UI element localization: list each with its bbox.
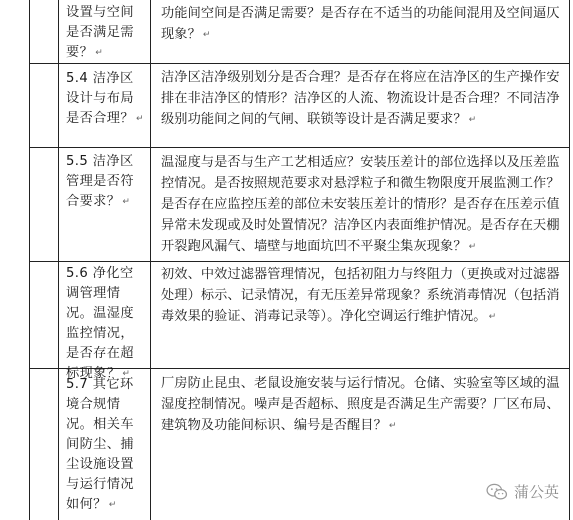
row-label-2: 5.4 洁净区设计与布局是否合理？ ↵ (62, 69, 150, 147)
row-label-5: 5.7 其它环境合规情况。相关车间防尘、捕尘设施设置与运行情况如何？ ↵ (62, 375, 150, 520)
table-border-right (569, 0, 570, 520)
table-border-left (29, 0, 30, 520)
row-content-1: 功能间空间是否满足需要？是否存在不适当的功能间混用及空间逼仄现象？ ↵ (151, 3, 569, 63)
row-divider (29, 63, 570, 64)
row-content-2: 洁净区洁净级别划分是否合理？是否存在将应在洁净区的生产操作安排在非洁净区的情形？洁净区的人流、物流设计是否合理？不同洁净级别功能间之间的气闸、联锁等设计是否满足要求？ ↵ (151, 67, 569, 147)
watermark (486, 481, 559, 502)
wechat-icon (486, 483, 508, 501)
row-label-4: 5.6 净化空调管理情况。温湿度监控情况，是否存在超标现象？ ↵ (62, 264, 150, 368)
row-divider (29, 147, 570, 148)
row-label-3: 5.5 洁净区管理是否符合要求？ ↵ (62, 152, 150, 260)
row-content-4: 初效、中效过滤器管理情况，包括初阻力与终阻力（更换或对过滤器处理）标示、记录情况，有无压差异常现象？系统消毒情况（包括消毒效果的验证、消毒记录等）。净化空调运行维护情况。 ↵ (151, 264, 569, 368)
watermark-text: 蒲公英 (513, 483, 559, 501)
row-content-3: 温湿度与是否与生产工艺相适应？安装压差计的部位选择以及压差监控情况。是否按照规范要求对悬浮粒子和微生物限度开展监测工作？是否存在应监控压差的部位未安装压差计的情形？是否存在压差示值异常未发现或及时处置情况？洁净区内表面维护情况。是否存在天棚开裂跑风漏气、墙壁与地面坑凹不平聚尘集灰现象？ ↵ (151, 152, 569, 260)
row-label-1: 设置与空间是否满足需要？ ↵ (62, 3, 150, 63)
table-border-gutter (58, 0, 59, 520)
row-content-5: 厂房防止昆虫、老鼠设施安装与运行情况。仓储、实验室等区域的温湿度控制情况。噪声是否超标、照度是否满足生产需要？厂区布局、建筑物及功能间标识、编号是否醒目？ ↵ (151, 373, 569, 520)
row-divider (29, 261, 570, 262)
